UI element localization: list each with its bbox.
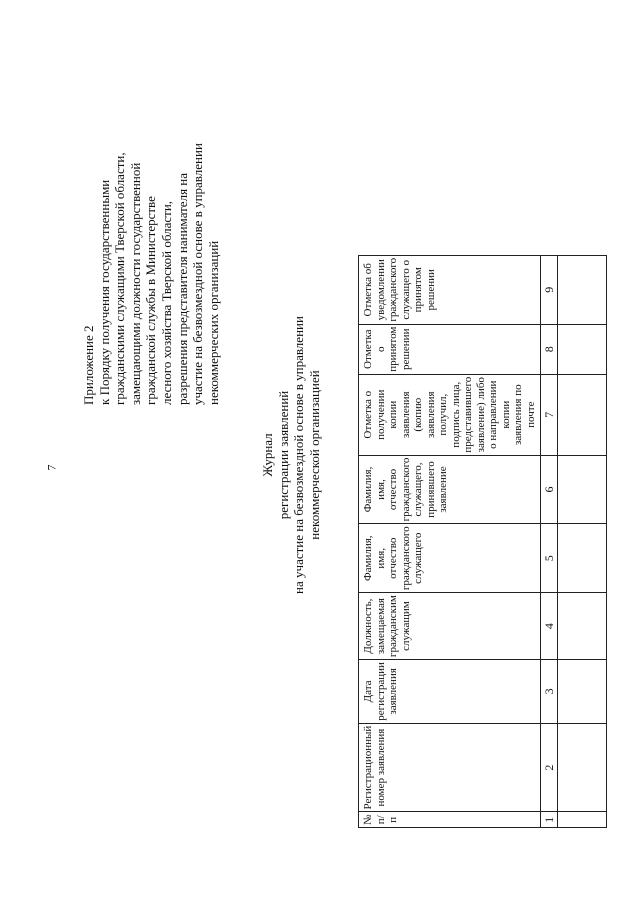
table-number-row xyxy=(541,255,558,827)
registration-table-wrapper xyxy=(358,255,607,828)
table-cell xyxy=(558,723,607,812)
table-cell xyxy=(558,524,607,593)
header-cell-reg-number: Регистрационный номер заявления xyxy=(359,723,541,812)
header-cell-copy-mark: Отметка о получении копии заявления (копию заявления получил, подпись лица, представившего заявление) либо о направлении копии заявления по почте xyxy=(359,374,541,455)
appendix-line: к Порядку получения государственными xyxy=(96,179,112,405)
table-cell: 5 xyxy=(541,524,558,593)
appendix-line: лесного хозяйства Тверской области, xyxy=(158,200,174,405)
table-cell xyxy=(558,593,607,660)
appendix-line: гражданскими служащими Тверской области, xyxy=(112,152,128,405)
appendix-header xyxy=(81,85,221,405)
header-cell-position: Должность, замещаемая гражданским служащим xyxy=(359,593,541,660)
table-cell xyxy=(558,455,607,524)
table-cell: 4 xyxy=(541,593,558,660)
page-number: 7 xyxy=(44,464,59,471)
table-cell: 7 xyxy=(541,374,558,455)
header-cell-decision-mark: Отметка о принятом решении xyxy=(359,324,541,374)
appendix-line: участие на безвозмездной основе в управлении xyxy=(190,143,206,405)
table-cell xyxy=(558,660,607,724)
journal-title-line: некоммерческой организацией xyxy=(306,370,322,540)
table-cell: 2 xyxy=(541,723,558,812)
header-cell-notification-mark: Отметка об уведомлении гражданского служащего о принятом решении xyxy=(359,255,541,324)
appendix-line: замещающими должности государственной xyxy=(127,162,143,405)
table-cell xyxy=(558,374,607,455)
table-cell: 1 xyxy=(541,812,558,828)
table-cell xyxy=(558,324,607,374)
header-cell-number: № п/п xyxy=(359,812,541,828)
appendix-line: разрешения представителя нанимателя на xyxy=(174,172,190,405)
journal-title-line: Журнал xyxy=(260,433,275,477)
appendix-line: некоммерческих организаций xyxy=(205,240,221,405)
table-cell: 3 xyxy=(541,660,558,724)
header-cell-reg-date: Дата регистрации заявления xyxy=(359,660,541,724)
header-cell-employee-name: Фамилия, имя, отчество гражданского служащего xyxy=(359,524,541,593)
journal-title xyxy=(260,290,322,620)
table-row xyxy=(558,255,607,827)
table-cell: 9 xyxy=(541,255,558,324)
registration-table xyxy=(358,255,607,828)
appendix-line: Приложение 2 xyxy=(81,325,96,405)
appendix-line: гражданской службы в Министерстве xyxy=(143,196,159,405)
table-cell xyxy=(558,255,607,324)
header-cell-receiver-name: Фамилия, имя, отчество гражданского служащего, принявшего заявление xyxy=(359,455,541,524)
table-cell xyxy=(558,812,607,828)
journal-title-line: на участие на безвозмездной основе в управлении xyxy=(291,316,306,594)
journal-title-line: регистрации заявлений xyxy=(275,390,291,520)
table-cell: 8 xyxy=(541,324,558,374)
table-header-row xyxy=(359,255,541,827)
table-cell: 6 xyxy=(541,455,558,524)
